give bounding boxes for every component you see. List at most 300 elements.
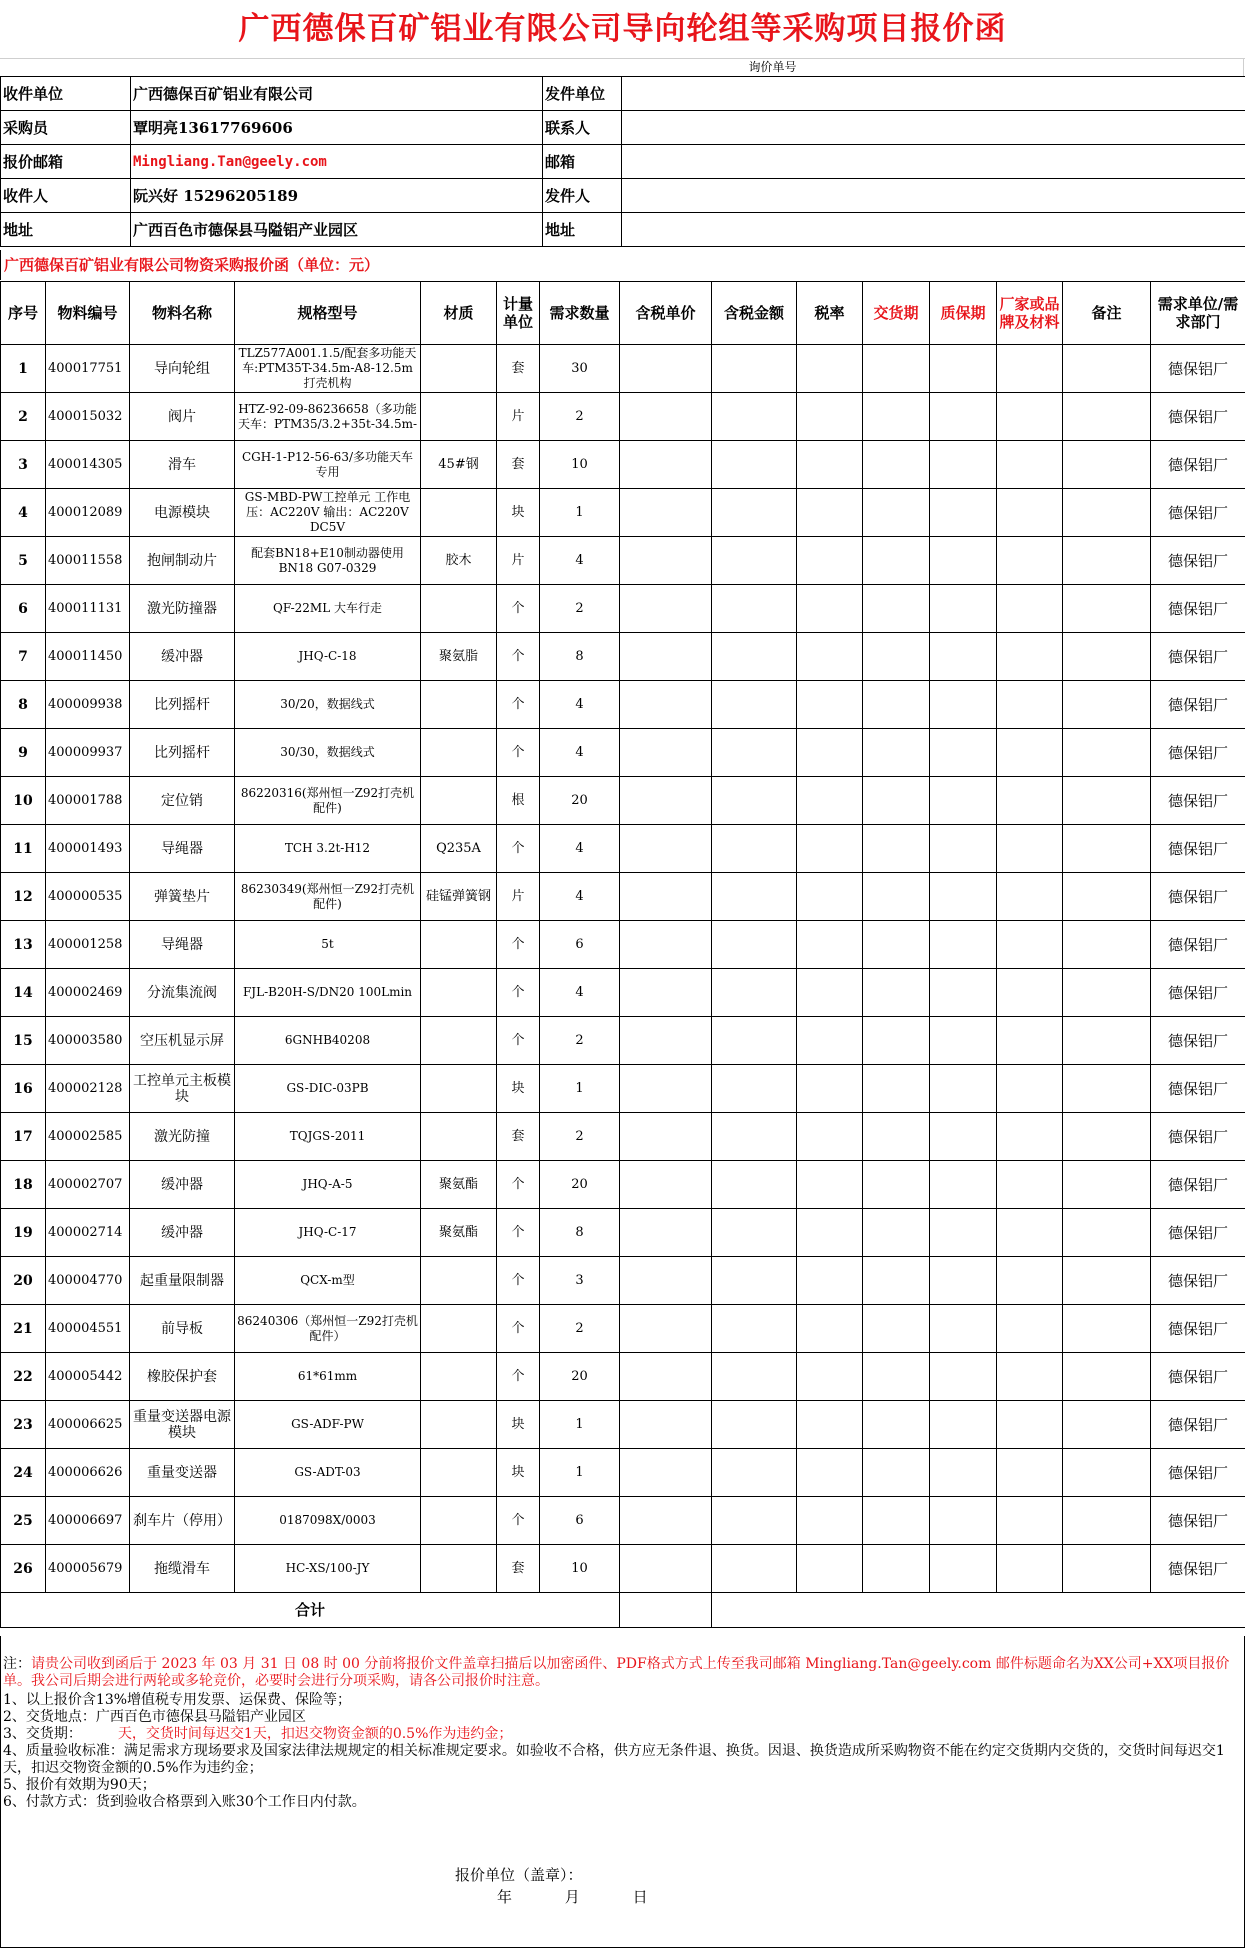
- row-dept: 德保铝厂: [1151, 1257, 1245, 1305]
- table-row: [1, 633, 1245, 681]
- row-dept: 德保铝厂: [1151, 729, 1245, 777]
- row-name: 弹簧垫片: [130, 873, 235, 921]
- row-delivery-input[interactable]: [863, 873, 930, 921]
- row-price-input[interactable]: [620, 1257, 712, 1305]
- row-delivery-input[interactable]: [863, 345, 930, 393]
- row-price-input[interactable]: [620, 873, 712, 921]
- row-name: 导绳器: [130, 921, 235, 969]
- row-tax-input[interactable]: [797, 1449, 863, 1497]
- buyer-value[interactable]: 覃明亮13617769606: [131, 111, 543, 145]
- row-remark-input[interactable]: [1063, 1065, 1151, 1113]
- row-warranty-input[interactable]: [930, 633, 997, 681]
- row-brand-input[interactable]: [997, 921, 1063, 969]
- table-row: [1, 1305, 1245, 1353]
- row-tax-input[interactable]: [797, 873, 863, 921]
- row-remark-input[interactable]: [1063, 489, 1151, 537]
- row-qty: 1: [540, 1065, 620, 1113]
- address2-value[interactable]: [622, 213, 1245, 247]
- row-remark-input[interactable]: [1063, 729, 1151, 777]
- row-name: 拖缆滑车: [130, 1545, 235, 1593]
- row-warranty-input[interactable]: [930, 825, 997, 873]
- row-brand-input[interactable]: [997, 633, 1063, 681]
- row-price-input[interactable]: [620, 681, 712, 729]
- row-remark-input[interactable]: [1063, 1017, 1151, 1065]
- row-brand-input[interactable]: [997, 969, 1063, 1017]
- table-row: [1, 1449, 1245, 1497]
- row-warranty-input[interactable]: [930, 537, 997, 585]
- receiver-label: 收件人: [1, 179, 131, 213]
- row-tax-input[interactable]: [797, 825, 863, 873]
- row-tax-input[interactable]: [797, 441, 863, 489]
- row-delivery-input[interactable]: [863, 1497, 930, 1545]
- row-remark-input[interactable]: [1063, 345, 1151, 393]
- row-delivery-input[interactable]: [863, 1257, 930, 1305]
- row-remark-input[interactable]: [1063, 441, 1151, 489]
- row-price-input[interactable]: [620, 1209, 712, 1257]
- row-brand-input[interactable]: [997, 393, 1063, 441]
- row-unit: 个: [497, 1161, 540, 1209]
- row-remark-input[interactable]: [1063, 969, 1151, 1017]
- row-remark-input[interactable]: [1063, 921, 1151, 969]
- row-amount-input[interactable]: [712, 777, 797, 825]
- row-amount-input[interactable]: [712, 1065, 797, 1113]
- row-spec: [235, 681, 421, 729]
- notes-prefix: 注：: [3, 1656, 31, 1672]
- row-material: [421, 585, 497, 633]
- row-price-input[interactable]: [620, 345, 712, 393]
- row-code: 400009938: [46, 681, 130, 729]
- row-qty: 4: [540, 681, 620, 729]
- row-delivery-input[interactable]: [863, 729, 930, 777]
- row-spec: [235, 1257, 421, 1305]
- row-price-input[interactable]: [620, 489, 712, 537]
- contact-value[interactable]: [622, 111, 1245, 145]
- row-code: 400001493: [46, 825, 130, 873]
- row-tax-input[interactable]: [797, 1065, 863, 1113]
- row-amount-input[interactable]: [712, 1401, 797, 1449]
- row-remark-input[interactable]: [1063, 585, 1151, 633]
- row-amount-input[interactable]: [712, 1161, 797, 1209]
- row-code: 400014305: [46, 441, 130, 489]
- send-unit-value[interactable]: [622, 77, 1245, 111]
- row-no: 5: [1, 537, 46, 585]
- row-qty: 8: [540, 633, 620, 681]
- row-price-input[interactable]: [620, 1017, 712, 1065]
- row-code: 400009937: [46, 729, 130, 777]
- row-delivery-input[interactable]: [863, 393, 930, 441]
- row-tax-input[interactable]: [797, 585, 863, 633]
- table-row: [1, 1209, 1245, 1257]
- row-brand-input[interactable]: [997, 1305, 1063, 1353]
- row-warranty-input[interactable]: [930, 585, 997, 633]
- row-warranty-input[interactable]: [930, 1545, 997, 1593]
- row-price-input[interactable]: [620, 633, 712, 681]
- row-amount-input[interactable]: [712, 1449, 797, 1497]
- recv-unit-value[interactable]: 广西德保百矿铝业有限公司: [131, 77, 543, 111]
- row-amount-input[interactable]: [712, 1017, 797, 1065]
- row-warranty-input[interactable]: [930, 921, 997, 969]
- table-row: [1, 489, 1245, 537]
- row-price-input[interactable]: [620, 441, 712, 489]
- row-spec: [235, 441, 421, 489]
- row-warranty-input[interactable]: [930, 873, 997, 921]
- row-tax-input[interactable]: [797, 1017, 863, 1065]
- row-unit: 套: [497, 441, 540, 489]
- row-remark-input[interactable]: [1063, 1401, 1151, 1449]
- row-code: 400001788: [46, 777, 130, 825]
- row-tax-input[interactable]: [797, 681, 863, 729]
- row-brand-input[interactable]: [997, 1209, 1063, 1257]
- row-delivery-input[interactable]: [863, 777, 930, 825]
- row-material: 聚氨酯: [421, 1209, 497, 1257]
- row-spec-text: 5t: [321, 937, 334, 951]
- row-amount-input[interactable]: [712, 537, 797, 585]
- row-amount-input[interactable]: [712, 921, 797, 969]
- row-unit: 根: [497, 777, 540, 825]
- row-warranty-input[interactable]: [930, 1017, 997, 1065]
- row-code: 400005679: [46, 1545, 130, 1593]
- notes-intro: [3, 1656, 1241, 1690]
- col-no: 序号: [1, 282, 46, 345]
- row-unit: 个: [497, 1017, 540, 1065]
- row-amount-input[interactable]: [712, 345, 797, 393]
- row-amount-input[interactable]: [712, 1353, 797, 1401]
- total-row: [1, 1593, 1245, 1628]
- row-code: 400002714: [46, 1209, 130, 1257]
- row-tax-input[interactable]: [797, 1497, 863, 1545]
- row-warranty-input[interactable]: [930, 729, 997, 777]
- row-brand-input[interactable]: [997, 873, 1063, 921]
- row-warranty-input[interactable]: [930, 1353, 997, 1401]
- row-delivery-input[interactable]: [863, 1017, 930, 1065]
- table-row: [1, 1065, 1245, 1113]
- recv-unit-label: 收件单位: [1, 77, 131, 111]
- total-price-cell[interactable]: [620, 1593, 712, 1628]
- row-qty: 8: [540, 1209, 620, 1257]
- row-material: [421, 1305, 497, 1353]
- row-price-input[interactable]: [620, 777, 712, 825]
- row-delivery-input[interactable]: [863, 1305, 930, 1353]
- row-brand-input[interactable]: [997, 441, 1063, 489]
- row-delivery-input[interactable]: [863, 441, 930, 489]
- row-unit: 个: [497, 585, 540, 633]
- row-delivery-input[interactable]: [863, 1401, 930, 1449]
- row-brand-input[interactable]: [997, 1065, 1063, 1113]
- row-brand-input[interactable]: [997, 1113, 1063, 1161]
- row-price-input[interactable]: [620, 1449, 712, 1497]
- row-material: [421, 1017, 497, 1065]
- row-tax-input[interactable]: [797, 489, 863, 537]
- row-delivery-input[interactable]: [863, 537, 930, 585]
- row-qty: 4: [540, 873, 620, 921]
- col-remark: 备注: [1063, 282, 1151, 345]
- row-spec: [235, 1065, 421, 1113]
- row-amount-input[interactable]: [712, 681, 797, 729]
- row-spec: [235, 393, 421, 441]
- row-material: Q235A: [421, 825, 497, 873]
- row-tax-input[interactable]: [797, 729, 863, 777]
- row-material: [421, 681, 497, 729]
- row-warranty-input[interactable]: [930, 1161, 997, 1209]
- total-amount-cell[interactable]: [712, 1593, 1245, 1628]
- row-brand-input[interactable]: [997, 1353, 1063, 1401]
- row-spec-text: FJL-B20H-S/DN20 100Lmin: [242, 985, 413, 999]
- row-warranty-input[interactable]: [930, 1209, 997, 1257]
- row-no: 15: [1, 1017, 46, 1065]
- row-spec-text: HTZ-92-09-86236658（多功能天车：PTM35/3.2+35t-34.5m-: [237, 401, 418, 431]
- row-tax-input[interactable]: [797, 1113, 863, 1161]
- row-warranty-input[interactable]: [930, 777, 997, 825]
- row-qty: 4: [540, 729, 620, 777]
- row-amount-input[interactable]: [712, 585, 797, 633]
- row-price-input[interactable]: [620, 393, 712, 441]
- row-remark-input[interactable]: [1063, 873, 1151, 921]
- row-tax-input[interactable]: [797, 1209, 863, 1257]
- row-warranty-input[interactable]: [930, 1401, 997, 1449]
- row-warranty-input[interactable]: [930, 489, 997, 537]
- row-amount-input[interactable]: [712, 441, 797, 489]
- sender-value[interactable]: [622, 179, 1245, 213]
- row-unit: 个: [497, 633, 540, 681]
- row-dept: 德保铝厂: [1151, 1209, 1245, 1257]
- row-tax-input[interactable]: [797, 537, 863, 585]
- row-tax-input[interactable]: [797, 345, 863, 393]
- row-name: 阀片: [130, 393, 235, 441]
- row-price-input[interactable]: [620, 825, 712, 873]
- row-brand-input[interactable]: [997, 1257, 1063, 1305]
- row-warranty-input[interactable]: [930, 1305, 997, 1353]
- row-remark-input[interactable]: [1063, 1305, 1151, 1353]
- row-remark-input[interactable]: [1063, 1449, 1151, 1497]
- row-unit: 个: [497, 1353, 540, 1401]
- row-warranty-input[interactable]: [930, 1065, 997, 1113]
- row-amount-input[interactable]: [712, 729, 797, 777]
- row-spec: [235, 1161, 421, 1209]
- row-tax-input[interactable]: [797, 921, 863, 969]
- row-amount-input[interactable]: [712, 1305, 797, 1353]
- row-qty: 20: [540, 1353, 620, 1401]
- row-warranty-input[interactable]: [930, 441, 997, 489]
- row-code: 400004770: [46, 1257, 130, 1305]
- row-brand-input[interactable]: [997, 345, 1063, 393]
- row-name: 缓冲器: [130, 1161, 235, 1209]
- row-tax-input[interactable]: [797, 1161, 863, 1209]
- row-brand-input[interactable]: [997, 489, 1063, 537]
- row-amount-input[interactable]: [712, 1257, 797, 1305]
- row-spec-text: 30/20，数据线式: [280, 697, 375, 711]
- row-delivery-input[interactable]: [863, 1113, 930, 1161]
- row-code: 400002128: [46, 1065, 130, 1113]
- note-6: 6、付款方式：货到验收合格票到入账30个工作日内付款。: [3, 1794, 366, 1810]
- row-brand-input[interactable]: [997, 825, 1063, 873]
- row-code: 400012089: [46, 489, 130, 537]
- row-brand-input[interactable]: [997, 681, 1063, 729]
- row-tax-input[interactable]: [797, 1353, 863, 1401]
- row-material: [421, 1065, 497, 1113]
- row-price-input[interactable]: [620, 1305, 712, 1353]
- row-brand-input[interactable]: [997, 1017, 1063, 1065]
- row-price-input[interactable]: [620, 585, 712, 633]
- row-delivery-input[interactable]: [863, 1161, 930, 1209]
- row-spec: [235, 345, 421, 393]
- row-price-input[interactable]: [620, 969, 712, 1017]
- row-tax-input[interactable]: [797, 777, 863, 825]
- row-warranty-input[interactable]: [930, 1497, 997, 1545]
- table-row: [1, 777, 1245, 825]
- row-remark-input[interactable]: [1063, 1257, 1151, 1305]
- row-brand-input[interactable]: [997, 1545, 1063, 1593]
- table-row: [1, 681, 1245, 729]
- inquiry-number-value[interactable]: [800, 58, 1244, 77]
- row-delivery-input[interactable]: [863, 1449, 930, 1497]
- row-amount-input[interactable]: [712, 1497, 797, 1545]
- row-tax-input[interactable]: [797, 1545, 863, 1593]
- row-brand-input[interactable]: [997, 777, 1063, 825]
- row-amount-input[interactable]: [712, 393, 797, 441]
- row-no: 6: [1, 585, 46, 633]
- row-amount-input[interactable]: [712, 1545, 797, 1593]
- row-delivery-input[interactable]: [863, 1209, 930, 1257]
- row-remark-input[interactable]: [1063, 633, 1151, 681]
- receiver-value[interactable]: 阮兴好 15296205189: [131, 179, 543, 213]
- row-remark-input[interactable]: [1063, 1497, 1151, 1545]
- row-spec-text: GS-ADT-03: [294, 1465, 361, 1479]
- row-price-input[interactable]: [620, 1401, 712, 1449]
- table-row: [1, 1113, 1245, 1161]
- row-price-input[interactable]: [620, 1497, 712, 1545]
- row-tax-input[interactable]: [797, 969, 863, 1017]
- row-delivery-input[interactable]: [863, 681, 930, 729]
- row-spec: [235, 969, 421, 1017]
- row-remark-input[interactable]: [1063, 393, 1151, 441]
- row-unit: 个: [497, 1497, 540, 1545]
- row-brand-input[interactable]: [997, 537, 1063, 585]
- row-tax-input[interactable]: [797, 1401, 863, 1449]
- row-spec-text: HC-XS/100-JY: [285, 1561, 370, 1575]
- row-brand-input[interactable]: [997, 1401, 1063, 1449]
- row-remark-input[interactable]: [1063, 1161, 1151, 1209]
- row-delivery-input[interactable]: [863, 969, 930, 1017]
- row-spec: [235, 1545, 421, 1593]
- row-remark-input[interactable]: [1063, 1209, 1151, 1257]
- row-price-input[interactable]: [620, 921, 712, 969]
- row-remark-input[interactable]: [1063, 1113, 1151, 1161]
- row-brand-input[interactable]: [997, 1449, 1063, 1497]
- address-label: 地址: [1, 213, 131, 247]
- row-delivery-input[interactable]: [863, 921, 930, 969]
- row-tax-input[interactable]: [797, 633, 863, 681]
- row-name: 橡胶保护套: [130, 1353, 235, 1401]
- row-dept: 德保铝厂: [1151, 777, 1245, 825]
- row-delivery-input[interactable]: [863, 489, 930, 537]
- row-price-input[interactable]: [620, 1161, 712, 1209]
- row-warranty-input[interactable]: [930, 1449, 997, 1497]
- row-spec: [235, 1209, 421, 1257]
- row-qty: 4: [540, 969, 620, 1017]
- row-price-input[interactable]: [620, 1545, 712, 1593]
- table-row: [1, 921, 1245, 969]
- row-spec-text: QF-22ML 大车行走: [272, 601, 383, 615]
- row-price-input[interactable]: [620, 1353, 712, 1401]
- row-amount-input[interactable]: [712, 489, 797, 537]
- row-dept: 德保铝厂: [1151, 1017, 1245, 1065]
- row-warranty-input[interactable]: [930, 1113, 997, 1161]
- row-brand-input[interactable]: [997, 1497, 1063, 1545]
- row-amount-input[interactable]: [712, 969, 797, 1017]
- row-no: 13: [1, 921, 46, 969]
- table-row: [1, 825, 1245, 873]
- row-remark-input[interactable]: [1063, 681, 1151, 729]
- row-material: [421, 1497, 497, 1545]
- row-remark-input[interactable]: [1063, 777, 1151, 825]
- row-tax-input[interactable]: [797, 1257, 863, 1305]
- row-no: 3: [1, 441, 46, 489]
- row-warranty-input[interactable]: [930, 345, 997, 393]
- row-price-input[interactable]: [620, 729, 712, 777]
- row-spec: [235, 633, 421, 681]
- row-name: 刹车片（停用）: [130, 1497, 235, 1545]
- row-remark-input[interactable]: [1063, 1353, 1151, 1401]
- row-material: [421, 489, 497, 537]
- row-tax-input[interactable]: [797, 1305, 863, 1353]
- row-warranty-input[interactable]: [930, 969, 997, 1017]
- day-label: 日: [632, 1888, 648, 1906]
- row-warranty-input[interactable]: [930, 1257, 997, 1305]
- row-material: 硅锰弹簧钢: [421, 873, 497, 921]
- mailbox-value[interactable]: [622, 145, 1245, 179]
- row-brand-input[interactable]: [997, 585, 1063, 633]
- row-no: 21: [1, 1305, 46, 1353]
- row-brand-input[interactable]: [997, 729, 1063, 777]
- row-price-input[interactable]: [620, 537, 712, 585]
- row-amount-input[interactable]: [712, 825, 797, 873]
- row-delivery-input[interactable]: [863, 1353, 930, 1401]
- row-unit: 个: [497, 729, 540, 777]
- row-unit: 个: [497, 1209, 540, 1257]
- row-amount-input[interactable]: [712, 633, 797, 681]
- row-remark-input[interactable]: [1063, 537, 1151, 585]
- row-delivery-input[interactable]: [863, 585, 930, 633]
- row-warranty-input[interactable]: [930, 393, 997, 441]
- row-code: 400002585: [46, 1113, 130, 1161]
- row-dept: 德保铝厂: [1151, 633, 1245, 681]
- email-value[interactable]: Mingliang.Tan@geely.com: [131, 145, 543, 179]
- row-amount-input[interactable]: [712, 1209, 797, 1257]
- contact-label: 联系人: [543, 111, 622, 145]
- row-price-input[interactable]: [620, 1065, 712, 1113]
- row-remark-input[interactable]: [1063, 1545, 1151, 1593]
- row-delivery-input[interactable]: [863, 633, 930, 681]
- row-dept: 德保铝厂: [1151, 1065, 1245, 1113]
- row-delivery-input[interactable]: [863, 825, 930, 873]
- row-tax-input[interactable]: [797, 393, 863, 441]
- items-table: [0, 281, 1245, 1628]
- row-delivery-input[interactable]: [863, 1065, 930, 1113]
- row-spec-text: 30/30，数据线式: [280, 745, 375, 759]
- address-value[interactable]: 广西百色市德保县马隘铝产业园区: [131, 213, 543, 247]
- row-code: 400005442: [46, 1353, 130, 1401]
- row-unit: 块: [497, 1065, 540, 1113]
- row-warranty-input[interactable]: [930, 681, 997, 729]
- row-price-input[interactable]: [620, 1113, 712, 1161]
- row-dept: 德保铝厂: [1151, 1161, 1245, 1209]
- row-amount-input[interactable]: [712, 1113, 797, 1161]
- row-remark-input[interactable]: [1063, 825, 1151, 873]
- row-brand-input[interactable]: [997, 1161, 1063, 1209]
- row-delivery-input[interactable]: [863, 1545, 930, 1593]
- table-row: [1, 537, 1245, 585]
- row-amount-input[interactable]: [712, 873, 797, 921]
